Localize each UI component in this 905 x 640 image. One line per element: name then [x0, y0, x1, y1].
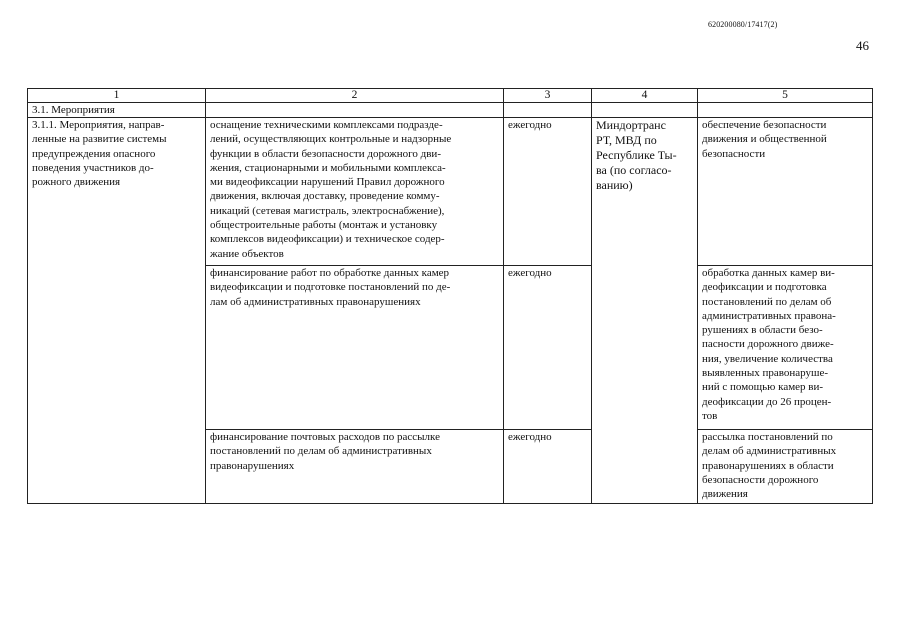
column-header-3: 3: [504, 89, 592, 103]
column-header-5: 5: [698, 89, 873, 103]
period-cell: ежегодно: [504, 430, 592, 504]
activity-cell: финансирование работ по обработке данных камер видеофиксации и подготовке постановлений по де- лам об административных правонарушениях: [206, 266, 504, 430]
section-title: 3.1. Мероприятия: [28, 103, 206, 118]
result-cell: рассылка постановлений по делам об административных правонарушениях в области безопасности дорожного движения: [698, 430, 873, 504]
measure-name: 3.1.1. Мероприятия, направ- ленные на развитие системы предупреждения опасного поведения участников до- рожного движения: [28, 118, 206, 504]
result-cell: обеспечение безопасности движения и общественной безопасности: [698, 118, 873, 266]
activity-cell: финансирование почтовых расходов по рассылке постановлений по делам об административных правонарушениях: [206, 430, 504, 504]
period-cell: ежегодно: [504, 118, 592, 266]
column-number-header-row: [28, 89, 873, 103]
section-row: [28, 103, 873, 118]
executor-cell: Миндортранс РТ, МВД по Республике Ты- ва (по согласо- ванию): [592, 118, 698, 504]
column-header-4: 4: [592, 89, 698, 103]
result-cell: обработка данных камер ви- деофиксации и подготовка постановлений по делам об административных правона- рушениях в области безо- пасности дорожного движе- ния, увеличение количества выявленных правонаруше- ний с помощью камер ви- деофиксации до 26 процен- тов: [698, 266, 873, 430]
column-header-2: 2: [206, 89, 504, 103]
table-row: [28, 118, 873, 266]
measures-table: [27, 88, 873, 504]
activity-cell: оснащение техническими комплексами подразде- лений, осуществляющих контрольные и надзорные функции в области безопасности дорожного дви- жения, стационарными и мобильными комплекса- ми видеофиксации нарушений Правил дорожного движения, включая доставку, проведение комму- никаций (сетевая магистраль, электроснабжение), общестроительные работы (монтаж и установку комплексов видеофиксации) и техническое содер- жание объектов: [206, 118, 504, 266]
document-code: 620200080/17417(2): [708, 20, 778, 29]
column-header-1: 1: [28, 89, 206, 103]
page-number: 46: [856, 38, 869, 53]
period-cell: ежегодно: [504, 266, 592, 430]
